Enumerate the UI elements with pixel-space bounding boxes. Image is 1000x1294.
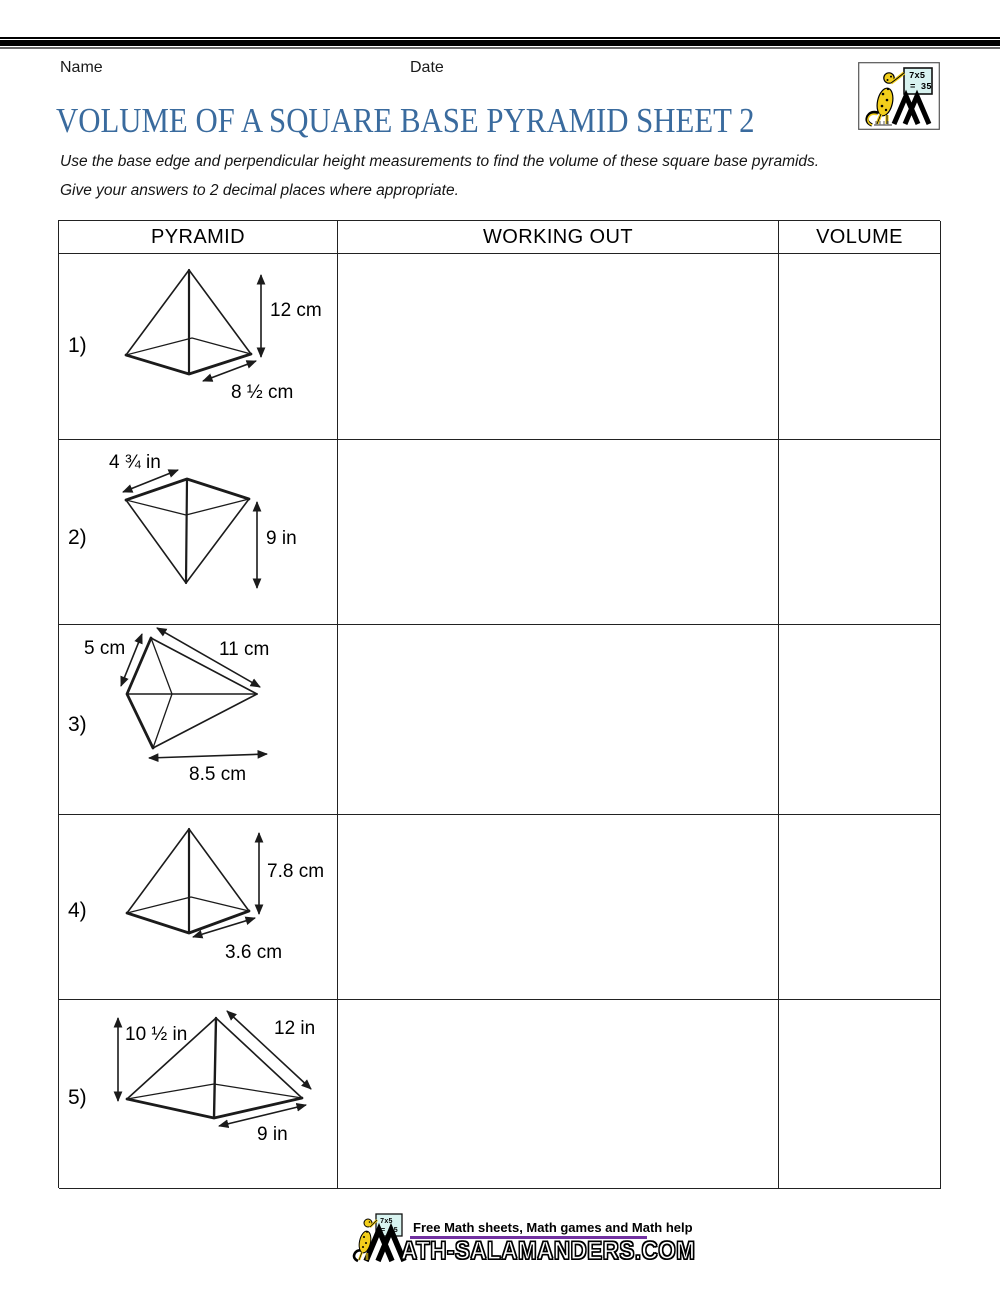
working-out-cell-3 bbox=[338, 625, 779, 815]
page-title: VOLUME OF A SQUARE BASE PYRAMID SHEET 2 bbox=[56, 101, 755, 140]
pyramid-cell-2 bbox=[59, 440, 338, 625]
row-number: 3) bbox=[68, 713, 87, 736]
volume-cell-1 bbox=[779, 254, 941, 440]
top-rule-thick bbox=[0, 40, 1000, 46]
pyramid-cell-5 bbox=[59, 1000, 338, 1189]
base-dim-label: 8 ½ cm bbox=[231, 382, 294, 403]
pyramid-cell-3 bbox=[59, 625, 338, 815]
pyramid-cell-1 bbox=[59, 254, 338, 440]
column-header-working-out: WORKING OUT bbox=[338, 221, 779, 254]
edge-dim-label: 5 cm bbox=[84, 638, 126, 659]
row-number: 1) bbox=[68, 334, 87, 357]
base-dim-label: 4 ¾ in bbox=[109, 452, 161, 473]
working-out-cell-5 bbox=[338, 1000, 779, 1189]
footer-tagline: Free Math sheets, Math games and Math help bbox=[413, 1220, 693, 1235]
footer-chalkboard-line2: = 35 bbox=[381, 1227, 398, 1235]
column-header-pyramid: PYRAMID bbox=[59, 221, 338, 254]
base-dim-label: 9 in bbox=[257, 1124, 288, 1145]
slant-dim-label: 12 in bbox=[274, 1018, 316, 1039]
column-header-volume: VOLUME bbox=[779, 221, 941, 254]
footer-site-text: ATH-SALAMANDERS.COM bbox=[401, 1237, 696, 1265]
instructions-line1: Use the base edge and perpendicular height measurements to find the volume of these square base pyramids. bbox=[60, 153, 820, 170]
name-label: Name bbox=[60, 59, 103, 76]
height-dim-label: 10 ½ in bbox=[125, 1024, 188, 1045]
instructions bbox=[60, 147, 819, 205]
date-label: Date bbox=[410, 59, 444, 76]
volume-cell-2 bbox=[779, 440, 941, 625]
pyramid-figure-4 bbox=[59, 815, 336, 998]
base-arrow bbox=[203, 361, 256, 381]
volume-cell-5 bbox=[779, 1000, 941, 1189]
instructions-line2: Give your answers to 2 decimal places where appropriate. bbox=[60, 182, 459, 199]
chalkboard-line2: = 35 bbox=[910, 82, 932, 92]
salamander-logo bbox=[858, 62, 940, 130]
base-dim-label: 8.5 cm bbox=[189, 764, 247, 785]
row-number: 5) bbox=[68, 1086, 87, 1109]
top-rule-gray bbox=[0, 47, 1000, 49]
pyramid-figure-1 bbox=[59, 254, 336, 438]
height-dim-label: 12 cm bbox=[270, 300, 322, 321]
chalkboard-line1: 7x5 bbox=[909, 71, 926, 81]
row-number: 4) bbox=[68, 899, 87, 922]
working-out-cell-4 bbox=[338, 815, 779, 1000]
volume-cell-4 bbox=[779, 815, 941, 1000]
working-out-cell-1 bbox=[338, 254, 779, 440]
working-out-cell-2 bbox=[338, 440, 779, 625]
base-dim-label: 3.6 cm bbox=[225, 942, 283, 963]
pyramid-cell-4 bbox=[59, 815, 338, 1000]
footer-chalkboard-line1: 7x5 bbox=[380, 1218, 393, 1226]
height-dim-label: 7.8 cm bbox=[267, 861, 325, 882]
slant-dim-label: 11 cm bbox=[219, 639, 270, 660]
top-rule-thin bbox=[0, 37, 1000, 39]
height-dim-label: 9 in bbox=[266, 528, 297, 549]
row-number: 2) bbox=[68, 526, 87, 549]
base-arrow bbox=[149, 754, 267, 758]
volume-cell-3 bbox=[779, 625, 941, 815]
worksheet-table bbox=[58, 220, 940, 1188]
